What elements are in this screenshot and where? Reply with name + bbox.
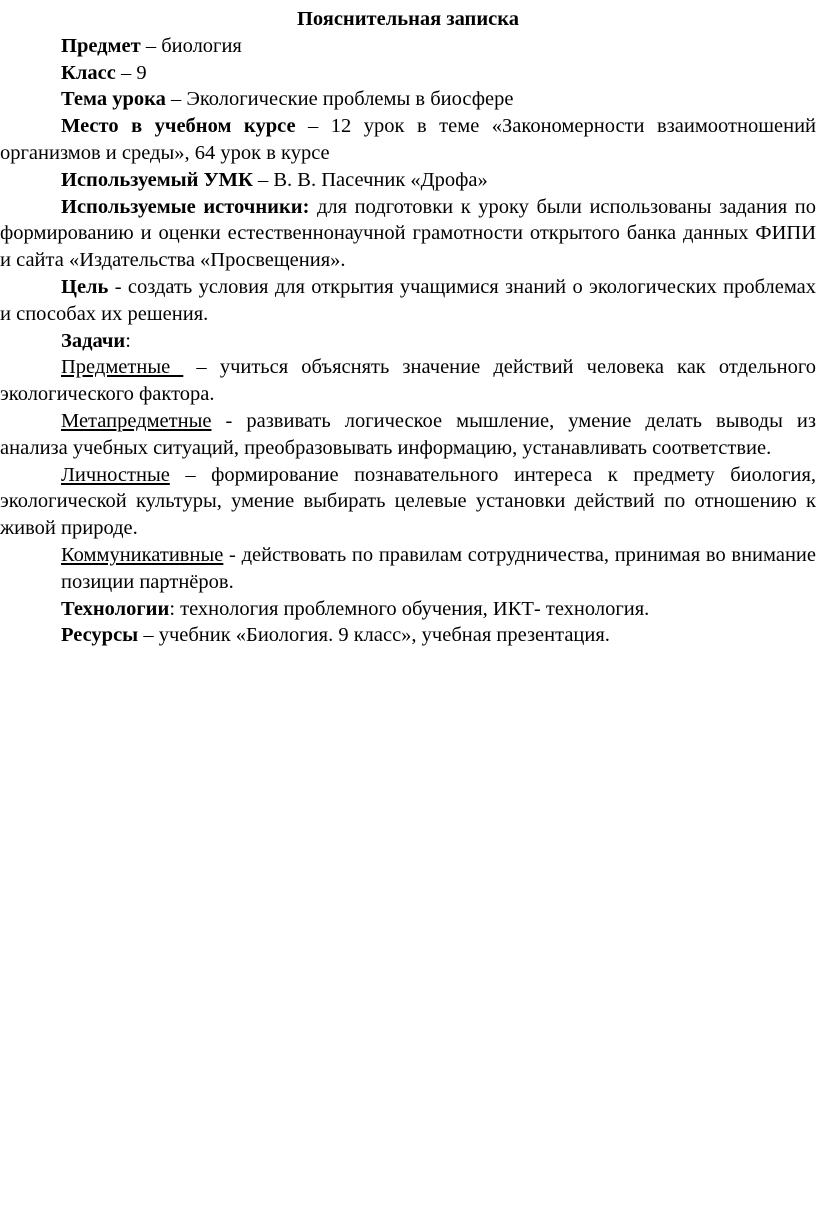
tasks-heading	[0, 328, 816, 355]
meta-tasks-value: развивать логическое мышление, умение делать выводы из анализа учебных ситуаций, преобразовывать информацию, устанавливать соответствие.	[0, 409, 816, 459]
resources-label: Ресурсы	[61, 624, 139, 647]
tasks-colon: :	[125, 329, 131, 352]
personal-tasks-label: Личностные	[61, 463, 170, 486]
meta-tasks-sep: -	[211, 409, 247, 432]
subject-tasks-sep: –	[183, 356, 220, 379]
personal-tasks-line	[0, 462, 816, 542]
personal-tasks-sep: –	[169, 463, 212, 486]
goal-line	[0, 274, 816, 328]
subject-sep: –	[140, 34, 162, 57]
technologies-value: технология проблемного обучения, ИКТ- технология.	[180, 597, 650, 620]
topic-value: Экологические проблемы в биосфере	[186, 88, 514, 111]
sources-label: Используемые источники:	[61, 195, 310, 218]
subject-tasks-value: учиться объяснять значение действий человека как отдельного экологического фактора.	[0, 356, 816, 406]
comm-tasks-sep: -	[223, 543, 242, 566]
place-value: 12 урок в теме «Закономерности взаимоотношений организмов и среды», 64 урок в курсе	[0, 115, 816, 164]
subject-tasks-line	[0, 354, 816, 408]
place-sep: –	[295, 115, 331, 138]
topic-line	[0, 86, 816, 113]
sources-sep	[309, 196, 317, 218]
technologies-line	[0, 596, 816, 623]
technologies-sep: :	[169, 597, 181, 620]
grade-line	[0, 60, 816, 87]
sources-value: для подготовки к уроку были использованы задания по формированию и оценки естественнонаучной грамотности открытого банка данных ФИПИ и сайта «Издательства «Просвещения».	[0, 195, 816, 272]
tasks-label: Задачи	[61, 329, 126, 352]
resources-line	[0, 622, 816, 649]
comm-tasks-value: действовать по правилам сотрудничества, принимая во внимание позиции партнёров.	[61, 543, 816, 593]
subject-value: биология	[161, 34, 242, 57]
comm-tasks-line	[0, 542, 816, 596]
meta-tasks-label: Метапредметные	[61, 409, 212, 432]
technologies-label: Технологии	[61, 597, 170, 620]
umk-label: Используемый УМК	[61, 168, 253, 191]
resources-sep: –	[138, 624, 159, 647]
grade-value: 9	[136, 61, 147, 84]
subject-line	[0, 33, 816, 60]
topic-sep: –	[165, 88, 187, 111]
comm-tasks-label: Коммуникативные	[61, 543, 224, 566]
goal-sep: -	[108, 275, 128, 298]
umk-value: В. В. Пасечник «Дрофа»	[273, 168, 488, 191]
umk-sep: –	[252, 168, 274, 191]
place-label: Место в учебном курсе	[61, 115, 296, 138]
sources-line	[0, 194, 816, 274]
grade-sep: –	[115, 61, 137, 84]
document-title: Пояснительная записка	[296, 8, 520, 30]
umk-line	[0, 167, 816, 194]
personal-tasks-value: формирование познавательного интереса к предмету биология, экологической культуры, умение выбирать целевые установки действий по отношению к живой природе.	[0, 463, 816, 540]
subject-label: Предмет	[61, 34, 141, 57]
goal-value: создать условия для открытия учащимися знаний о экологических проблемах и способах их решения.	[0, 275, 816, 325]
place-line	[0, 113, 816, 167]
subject-tasks-label: Предметные	[61, 356, 184, 379]
grade-label: Класс	[61, 61, 116, 84]
topic-label: Тема урока	[61, 88, 166, 111]
meta-tasks-line	[0, 408, 816, 462]
goal-label: Цель	[61, 275, 109, 298]
resources-value: учебник «Биология. 9 класс», учебная презентация.	[158, 624, 610, 647]
